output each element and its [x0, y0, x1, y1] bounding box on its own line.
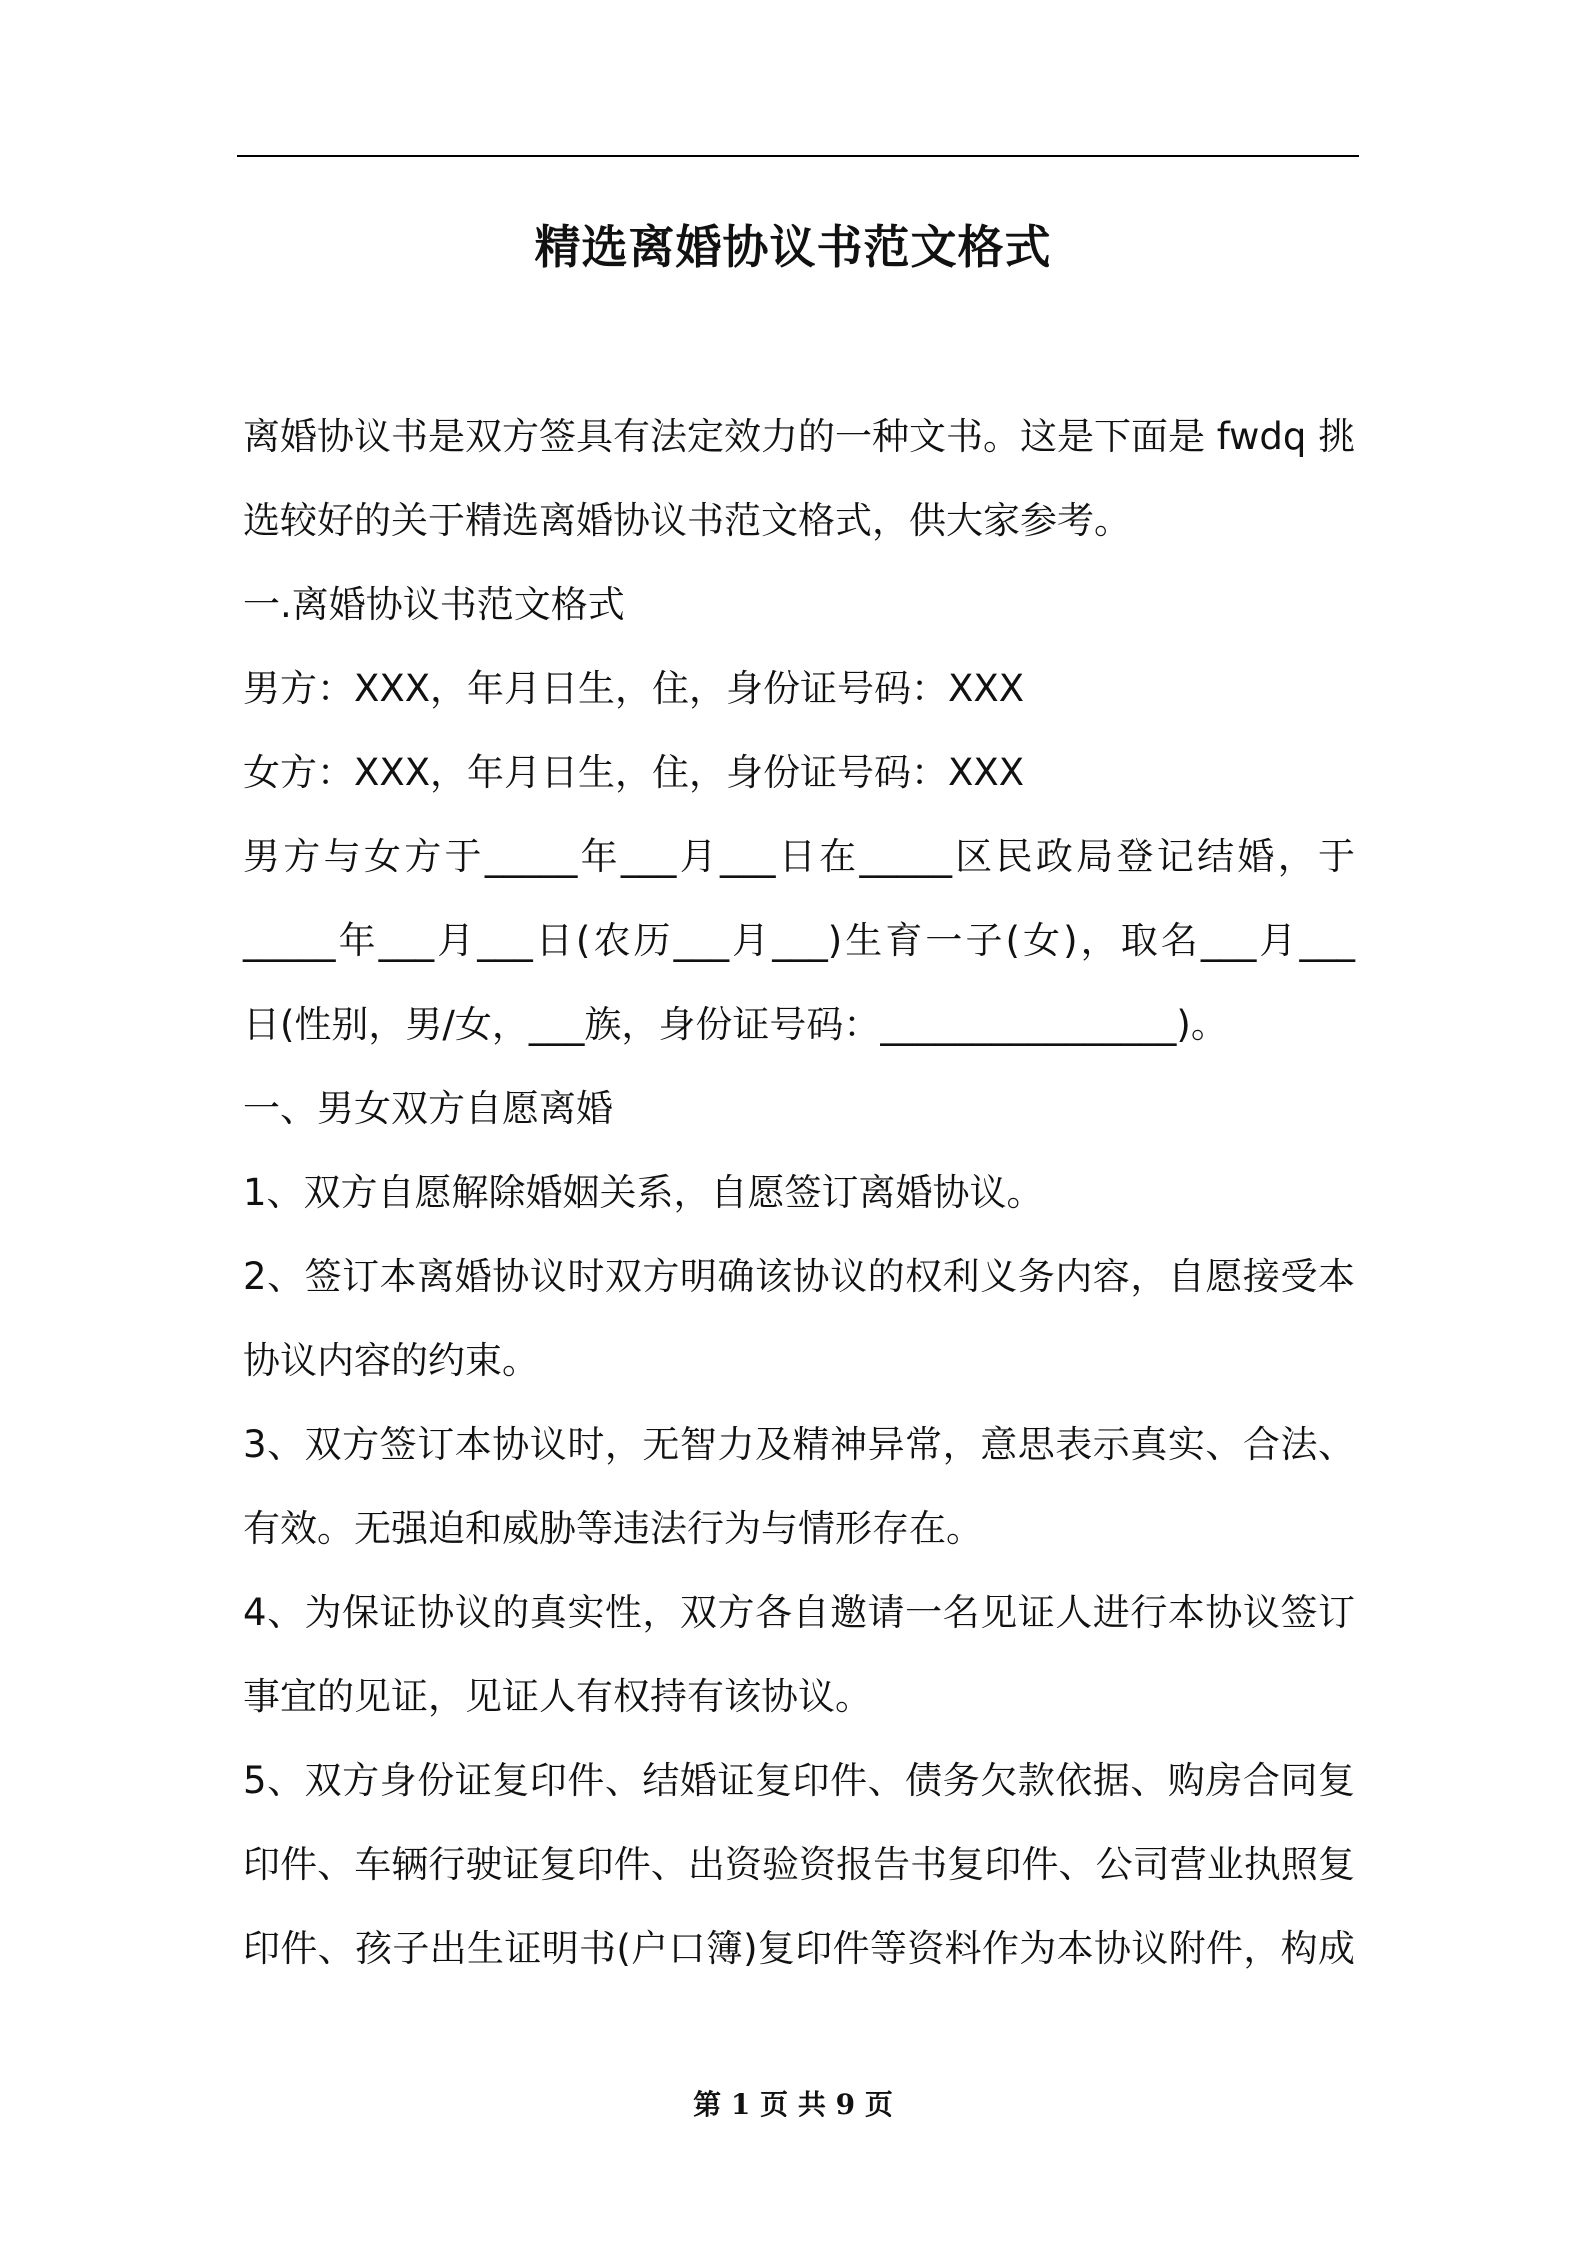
- document-title: 精选离婚协议书范文格式: [534, 220, 1052, 274]
- paragraph-line: 男方与女方于_____年___月___日在_____区民政局登记结婚，于: [243, 835, 1355, 878]
- paragraph-line: 印件、车辆行驶证复印件、出资验资报告书复印件、公司营业执照复: [243, 1843, 1355, 1886]
- paragraph-line: 事宜的见证，见证人有权持有该协议。: [243, 1675, 872, 1718]
- section-heading: 一、男女双方自愿离婚: [243, 1087, 613, 1130]
- paragraph-line: 选较好的关于精选离婚协议书范文格式，供大家参考。: [243, 499, 1131, 542]
- paragraph-line: 1、双方自愿解除婚姻关系，自愿签订离婚协议。: [243, 1171, 1044, 1214]
- paragraph-line: 男方：XXX，年月日生，住，身份证号码：XXX: [243, 667, 1025, 710]
- document-body: [243, 395, 1355, 1991]
- paragraph-line: 女方：XXX，年月日生，住，身份证号码：XXX: [243, 751, 1025, 794]
- header-rule: [237, 155, 1359, 157]
- paragraph-line: 3、双方签订本协议时，无智力及精神异常，意思表示真实、合法、: [243, 1423, 1355, 1466]
- paragraph-line: 印件、孩子出生证明书(户口簿)复印件等资料作为本协议附件，构成: [243, 1927, 1355, 1970]
- page-number-footer: 第 1 页 共 9 页: [693, 2088, 893, 2121]
- paragraph-line: 日(性别，男/女，___族，身份证号码：________________)。: [243, 1003, 1228, 1046]
- paragraph-line: 5、双方身份证复印件、结婚证复印件、债务欠款依据、购房合同复: [243, 1759, 1355, 1802]
- paragraph-line: 有效。无强迫和威胁等违法行为与情形存在。: [243, 1507, 983, 1550]
- paragraph-line: 4、为保证协议的真实性，双方各自邀请一名见证人进行本协议签订: [243, 1591, 1355, 1634]
- paragraph-line: _____年___月___日(农历___月___)生育一子(女)，取名___月___: [243, 919, 1355, 962]
- paragraph-line: 离婚协议书是双方签具有法定效力的一种文书。这是下面是 fwdq 挑: [243, 415, 1356, 458]
- paragraph-line: 协议内容的约束。: [243, 1339, 539, 1382]
- section-heading: 一.离婚协议书范文格式: [243, 583, 625, 626]
- paragraph-line: 2、签订本离婚协议时双方明确该协议的权利义务内容，自愿接受本: [243, 1255, 1355, 1298]
